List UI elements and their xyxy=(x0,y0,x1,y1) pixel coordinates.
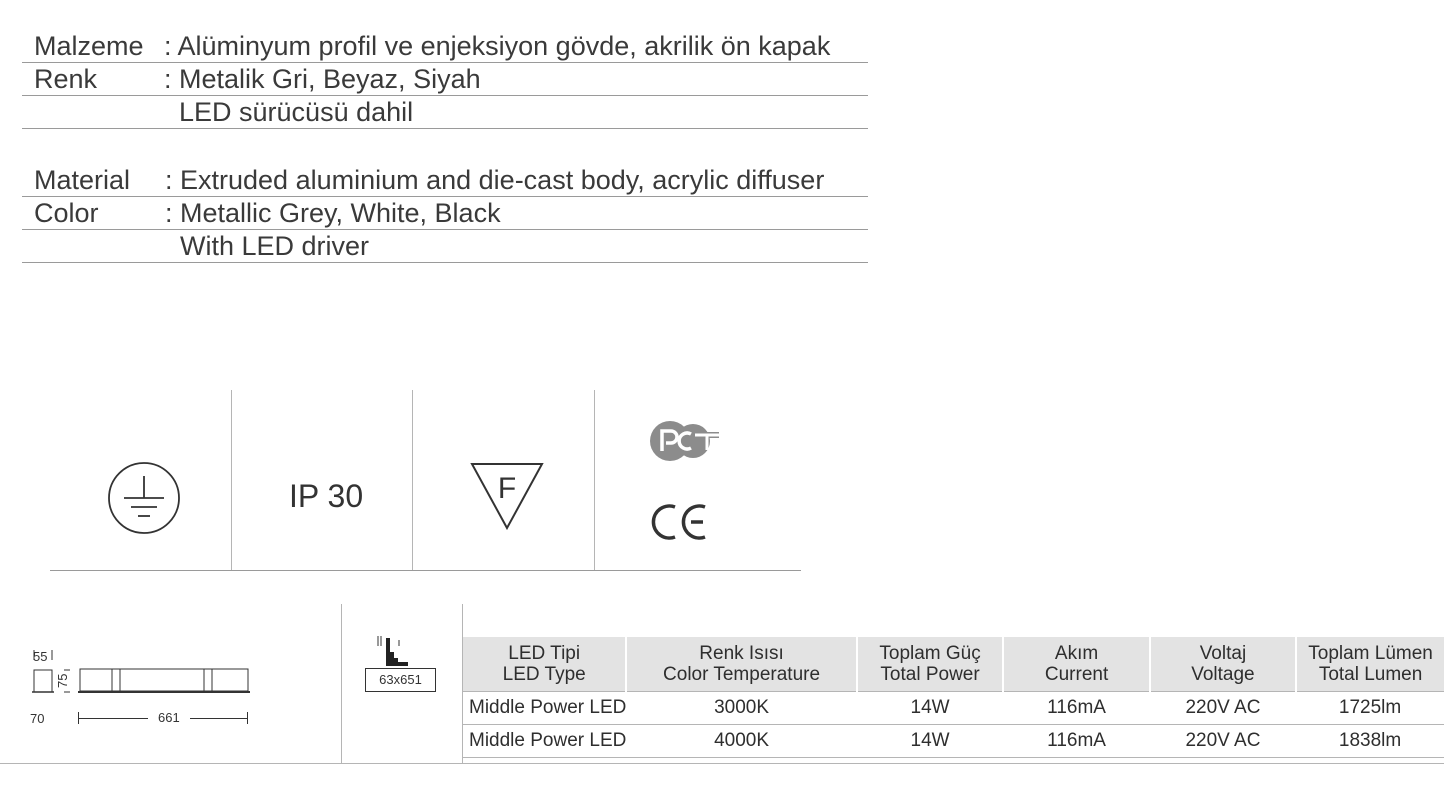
earth-cell xyxy=(50,390,232,570)
spec-value: : Metallic Grey, White, Black xyxy=(165,198,501,228)
specs-turkish xyxy=(22,30,868,129)
spec-row xyxy=(22,96,868,129)
cell-total-power: 14W xyxy=(857,724,1004,757)
header-total-power: Toplam Güç Total Power xyxy=(857,637,1004,691)
ce-mark-icon xyxy=(651,502,715,542)
table-row xyxy=(463,724,1444,757)
f-mark-icon xyxy=(469,460,545,532)
cell-led-type: Middle Power LED xyxy=(463,724,626,757)
spec-row xyxy=(22,30,868,63)
fixture-outline-icon xyxy=(24,642,254,700)
approval-marks-cell xyxy=(595,390,801,570)
spec-value: : Extruded aluminium and die-cast body, acrylic diffuser xyxy=(165,165,825,195)
length-tick-right xyxy=(247,712,248,724)
cell-total-power: 14W xyxy=(857,691,1004,724)
header-led-type: LED Tipi LED Type xyxy=(463,637,626,691)
cell-voltage: 220V AC xyxy=(1150,691,1296,724)
header-total-lumen: Toplam Lümen Total Lumen xyxy=(1296,637,1444,691)
specification-table xyxy=(463,637,1444,758)
f-mark-cell xyxy=(413,390,595,570)
cell-total-lumen: 1725lm xyxy=(1296,691,1444,724)
spec-row xyxy=(22,63,868,96)
spec-row xyxy=(22,197,868,230)
width-dimension: 55 xyxy=(33,649,48,664)
recessed-mount-icon xyxy=(372,634,412,668)
specs-english xyxy=(22,164,868,263)
ip-rating: IP 30 xyxy=(289,478,364,514)
ip-cell xyxy=(232,390,413,570)
cell-current: 116mA xyxy=(1003,691,1149,724)
cell-voltage: 220V AC xyxy=(1150,724,1296,757)
depth-dimension: 70 xyxy=(30,711,45,726)
header-voltage: Voltaj Voltage xyxy=(1150,637,1296,691)
header-color-temperature: Renk Isısı Color Temperature xyxy=(626,637,856,691)
f-mark-letter: F xyxy=(497,472,517,505)
spec-value: LED sürücüsü dahil xyxy=(164,97,414,127)
divider xyxy=(341,604,342,764)
height-dimension: 75 xyxy=(55,673,70,688)
spec-row xyxy=(22,164,868,197)
spec-label: Malzeme xyxy=(34,31,144,61)
spec-value: With LED driver xyxy=(165,231,370,261)
pct-mark-icon xyxy=(649,420,723,462)
spec-label: Color xyxy=(34,198,99,228)
cutout-dimension: 63x651 xyxy=(365,668,436,692)
header-current: Akım Current xyxy=(1003,637,1149,691)
certification-row xyxy=(50,390,801,571)
spec-value: : Metalik Gri, Beyaz, Siyah xyxy=(164,64,481,94)
spec-label: Renk xyxy=(34,64,98,94)
cell-color-temperature: 4000K xyxy=(626,724,856,757)
spec-value: : Alüminyum profil ve enjeksiyon gövde, akrilik ön kapak xyxy=(164,31,831,61)
table-row xyxy=(463,691,1444,724)
table-header-row xyxy=(463,637,1444,691)
spec-row xyxy=(22,230,868,263)
bottom-rule xyxy=(0,763,1444,764)
length-tick-left xyxy=(78,712,79,724)
earth-ground-icon xyxy=(106,460,182,536)
spec-label: Material xyxy=(34,165,131,195)
cell-color-temperature: 3000K xyxy=(626,691,856,724)
cell-current: 116mA xyxy=(1003,724,1149,757)
length-dimension: 661 xyxy=(148,711,190,725)
cell-led-type: Middle Power LED xyxy=(463,691,626,724)
cell-total-lumen: 1838lm xyxy=(1296,724,1444,757)
